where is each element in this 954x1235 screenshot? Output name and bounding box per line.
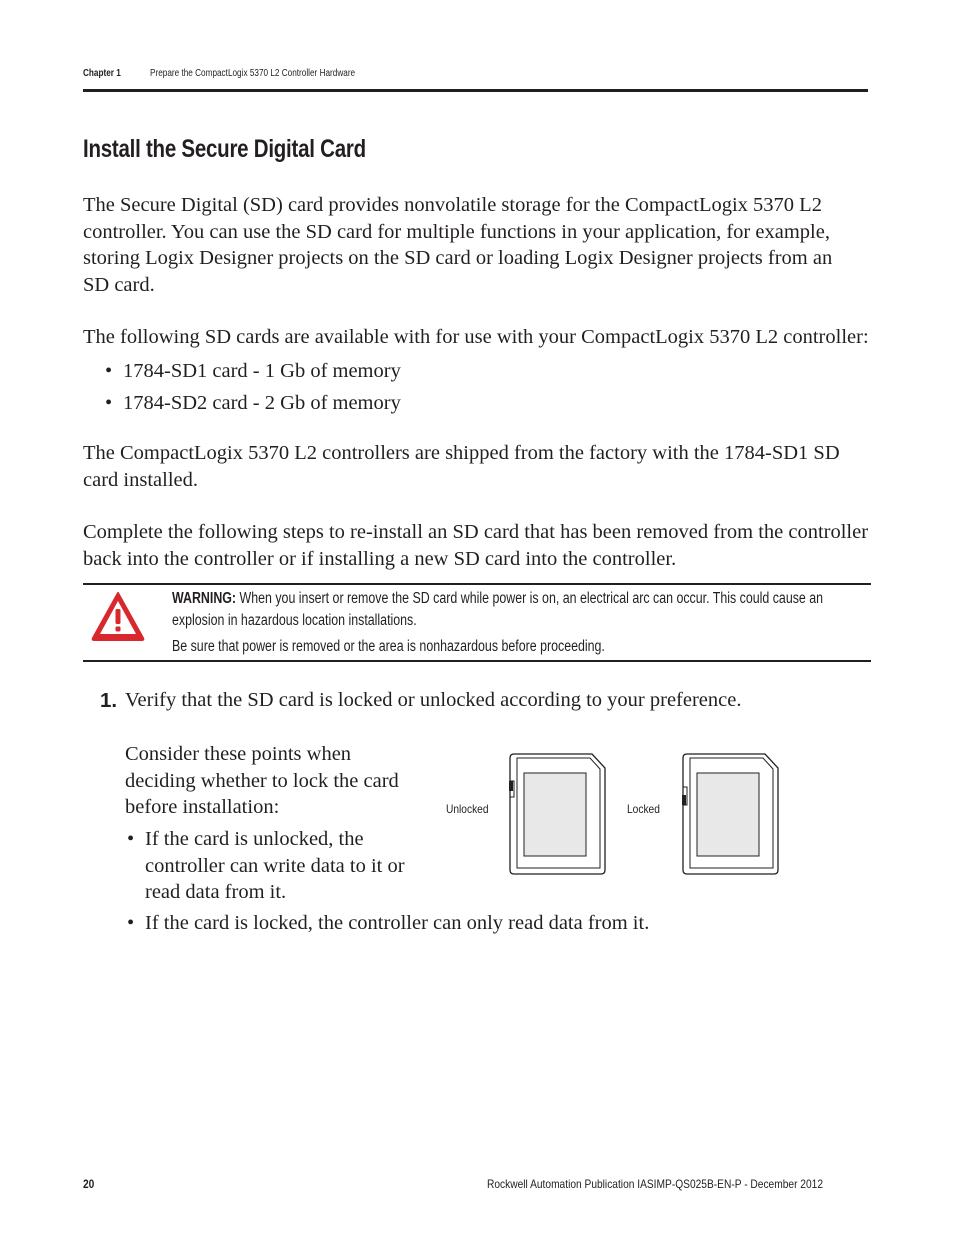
section-title: Install the Secure Digital Card xyxy=(83,135,366,163)
consider-text: Consider these points when deciding whether to lock the card before installation: xyxy=(125,743,399,818)
page-number: 20 xyxy=(83,1177,95,1191)
header-rule xyxy=(83,89,868,92)
warning-bottom-rule xyxy=(83,660,871,662)
lock-points-list-2 xyxy=(125,910,825,937)
header-title: Prepare the CompactLogix 5370 L2 Controller Hardware xyxy=(150,68,356,79)
locked-label: Locked xyxy=(627,802,660,816)
warning-top-rule xyxy=(83,583,871,585)
warning-label: WARNING: xyxy=(172,590,237,607)
list-item: • 1784-SD1 card - 1 Gb of memory xyxy=(103,355,401,387)
warning-message-2: Be sure that power is removed or the area is nonhazardous before proceeding. xyxy=(172,638,605,655)
sd-card-unlocked-image xyxy=(508,753,606,875)
intro-paragraph: The Secure Digital (SD) card provides nonvolatile storage for the CompactLogix 5370 L2 controller. You can use the SD card for multiple functions in your application, for example, storing Logix Designer projects on the SD card or loading Logix Designer projects from an SD card. xyxy=(83,194,833,296)
sd-card-locked-image xyxy=(681,753,779,875)
step-text: Verify that the SD card is locked or unlocked according to your preference. xyxy=(125,689,742,711)
warning-triangle-icon xyxy=(90,590,146,642)
steps-intro: Complete the following steps to re-install an SD card that has been removed from the controller back into the controller or if installing a new SD card into the controller. xyxy=(83,521,869,570)
list-item: • If the card is locked, the controller can only read data from it. xyxy=(125,910,825,937)
warning-message: When you insert or remove the SD card while power is on, an electrical arc can occur. This could cause an explosion in hazardous location installations. xyxy=(172,590,824,629)
step-number: 1. xyxy=(100,689,118,712)
list-item: • If the card is unlocked, the controller can write data to it or read data from it. xyxy=(125,826,425,906)
factory-paragraph: The CompactLogix 5370 L2 controllers are shipped from the factory with the 1784-SD1 SD card installed. xyxy=(83,442,840,491)
lock-points-list xyxy=(125,826,425,910)
warning-text xyxy=(172,588,836,658)
sd-cards-intro: The following SD cards are available with for use with your CompactLogix 5370 L2 controller: xyxy=(83,326,869,348)
sd-cards-list xyxy=(103,355,401,419)
publication-info: Rockwell Automation Publication IASIMP-QS025B-EN-P - December 2012 xyxy=(487,1177,824,1191)
unlocked-label: Unlocked xyxy=(446,802,489,816)
header-chapter: Chapter 1 xyxy=(83,68,121,79)
list-item: • 1784-SD2 card - 2 Gb of memory xyxy=(103,387,401,419)
